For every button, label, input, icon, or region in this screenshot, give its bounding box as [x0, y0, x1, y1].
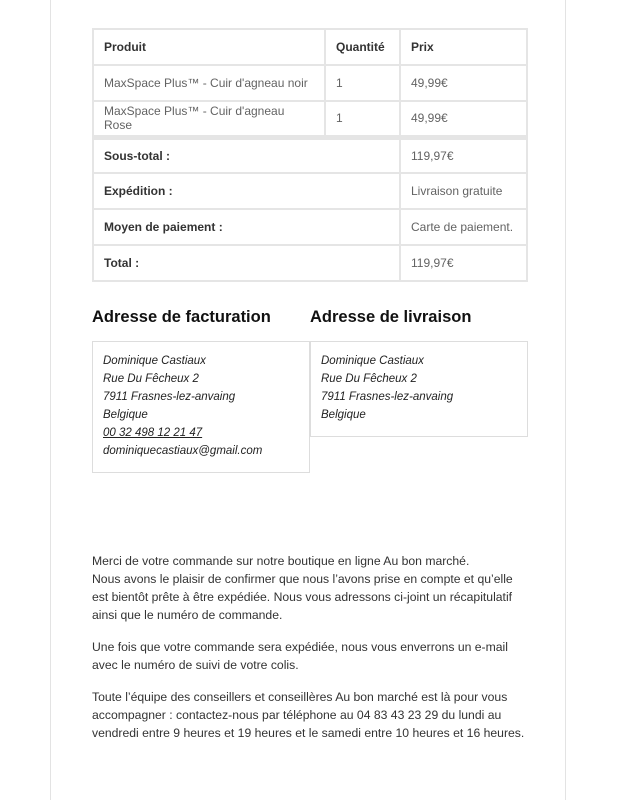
order-item-row [93, 101, 527, 137]
item-product: MaxSpace Plus™ - Cuir d'agneau noir [93, 65, 325, 101]
payment-method-value: Carte de paiement. [400, 209, 527, 245]
billing-address-title: Adresse de facturation [92, 308, 271, 326]
shipping-street: Rue Du Fêcheux 2 [321, 373, 417, 385]
item-quantity: 1 [325, 65, 400, 101]
order-header-row [93, 29, 527, 65]
shipping-value: Livraison gratuite [400, 173, 527, 209]
shipping-label: Expédition : [93, 173, 400, 209]
order-table [92, 28, 528, 282]
billing-email: dominiquecastiaux@gmail.com [103, 445, 263, 457]
billing-name: Dominique Castiaux [103, 355, 206, 367]
header-product: Produit [93, 29, 325, 65]
item-product: MaxSpace Plus™ - Cuir d'agneau Rose [93, 101, 325, 137]
billing-address-box [92, 341, 310, 473]
item-price: 49,99€ [400, 101, 527, 137]
item-price: 49,99€ [400, 65, 527, 101]
header-price: Prix [400, 29, 527, 65]
total-row [93, 245, 527, 281]
billing-country: Belgique [103, 409, 148, 421]
total-label: Total : [93, 245, 400, 281]
total-value: 119,97€ [400, 245, 527, 281]
billing-phone-link[interactable]: 00 32 498 12 21 47 [103, 427, 203, 439]
header-quantity: Quantité [325, 29, 400, 65]
confirmation-text: Nous avons le plaisir de confirmer que nous l’avons prise en compte et qu’elle est bientôt prête à être expédiée. Nous vous adressons ci-joint un récapitulatif ainsi que le numéro de commande. [92, 572, 513, 622]
addresses-section [92, 308, 526, 508]
shipping-address [310, 308, 528, 437]
message-paragraph-3: Toute l’équipe des conseillers et conseillères Au bon marché est là pour vous accompagner : contactez-nous par téléphone au 04 83 43 23 29 du lundi au vendredi entre 9 heures et 19 heures et le samedi entre 10 heures et 16 heures. [92, 690, 525, 740]
item-quantity: 1 [325, 101, 400, 137]
order-item-row [93, 65, 527, 101]
subtotal-row [93, 137, 527, 173]
shipping-name: Dominique Castiaux [321, 355, 424, 367]
message-paragraph-1 [92, 552, 526, 624]
shipping-city: 7911 Frasnes-lez-anvaing [321, 391, 454, 403]
billing-city: 7911 Frasnes-lez-anvaing [103, 391, 236, 403]
payment-method-row [93, 209, 527, 245]
thanks-line: Merci de votre commande sur notre boutique en ligne Au bon marché. [92, 554, 470, 568]
billing-street: Rue Du Fêcheux 2 [103, 373, 199, 385]
email-content [92, 28, 526, 508]
shipping-country: Belgique [321, 409, 366, 421]
subtotal-value: 119,97€ [400, 137, 527, 173]
shipping-address-box [310, 341, 528, 437]
billing-address [92, 308, 310, 473]
shipping-row [93, 173, 527, 209]
subtotal-label: Sous-total : [93, 137, 400, 173]
message-section [92, 552, 526, 756]
message-paragraph-2: Une fois que votre commande sera expédiée, nous vous enverrons un e-mail avec le numéro de suivi de votre colis. [92, 640, 508, 672]
payment-method-label: Moyen de paiement : [93, 209, 400, 245]
shipping-address-title: Adresse de livraison [310, 308, 472, 326]
